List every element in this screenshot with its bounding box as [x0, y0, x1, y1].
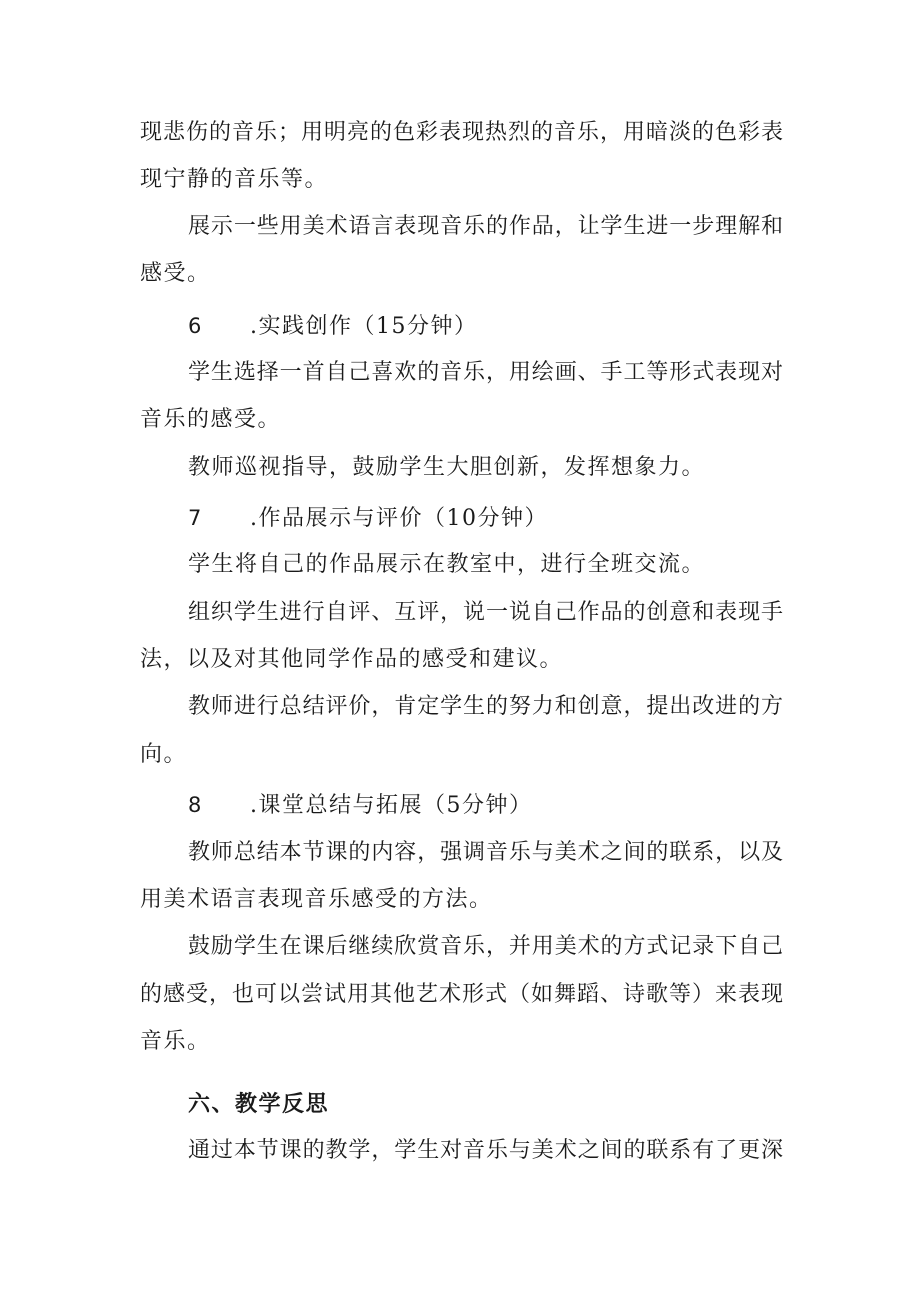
step-number: 7	[188, 506, 203, 530]
paragraph-line: 向。	[140, 742, 188, 767]
step-heading-8	[188, 790, 533, 821]
paragraph-line: 用美术语言表现音乐感受的方法。	[140, 887, 493, 912]
paragraph-line: 组织学生进行自评、互评，说一说自己作品的创意和表现手	[188, 600, 783, 625]
step-title: .实践创作（15分钟）	[250, 314, 478, 339]
step-number: 6	[188, 314, 203, 338]
paragraph-line: 展示一些用美术语言表现音乐的作品，让学生进一步理解和	[188, 214, 783, 239]
paragraph-line: 现悲伤的音乐；用明亮的色彩表现热烈的音乐，用暗淡的色彩表	[140, 120, 783, 145]
paragraph-line: 教师总结本节课的内容，强调音乐与美术之间的联系，以及	[188, 840, 783, 865]
paragraph-line: 学生将自己的作品展示在教室中，进行全班交流。	[188, 552, 706, 577]
step-heading-6	[188, 311, 478, 342]
paragraph-line: 教师巡视指导，鼓励学生大胆创新，发挥想象力。	[188, 455, 706, 480]
paragraph-line: 鼓励学生在课后继续欣赏音乐，并用美术的方式记录下自己	[188, 934, 783, 959]
step-title: .课堂总结与拓展（5分钟）	[250, 793, 533, 818]
section-heading: 六、教学反思	[188, 1091, 330, 1117]
step-heading-7	[188, 503, 548, 534]
paragraph-line: 现宁静的音乐等。	[140, 167, 329, 192]
paragraph-line: 的感受，也可以尝试用其他艺术形式（如舞蹈、诗歌等）来表现	[140, 982, 783, 1007]
step-title: .作品展示与评价（10分钟）	[250, 506, 548, 531]
paragraph-line: 感受。	[140, 261, 211, 286]
paragraph-line: 教师进行总结评价，肯定学生的努力和创意，提出改进的方	[188, 694, 783, 719]
paragraph-line: 法，以及对其他同学作品的感受和建议。	[140, 647, 564, 672]
paragraph-line: 音乐的感受。	[140, 407, 282, 432]
step-number: 8	[188, 793, 203, 817]
paragraph-line: 学生选择一首自己喜欢的音乐，用绘画、手工等形式表现对	[188, 360, 783, 385]
paragraph-line: 音乐。	[140, 1029, 211, 1054]
paragraph-line: 通过本节课的教学，学生对音乐与美术之间的联系有了更深	[188, 1138, 783, 1163]
